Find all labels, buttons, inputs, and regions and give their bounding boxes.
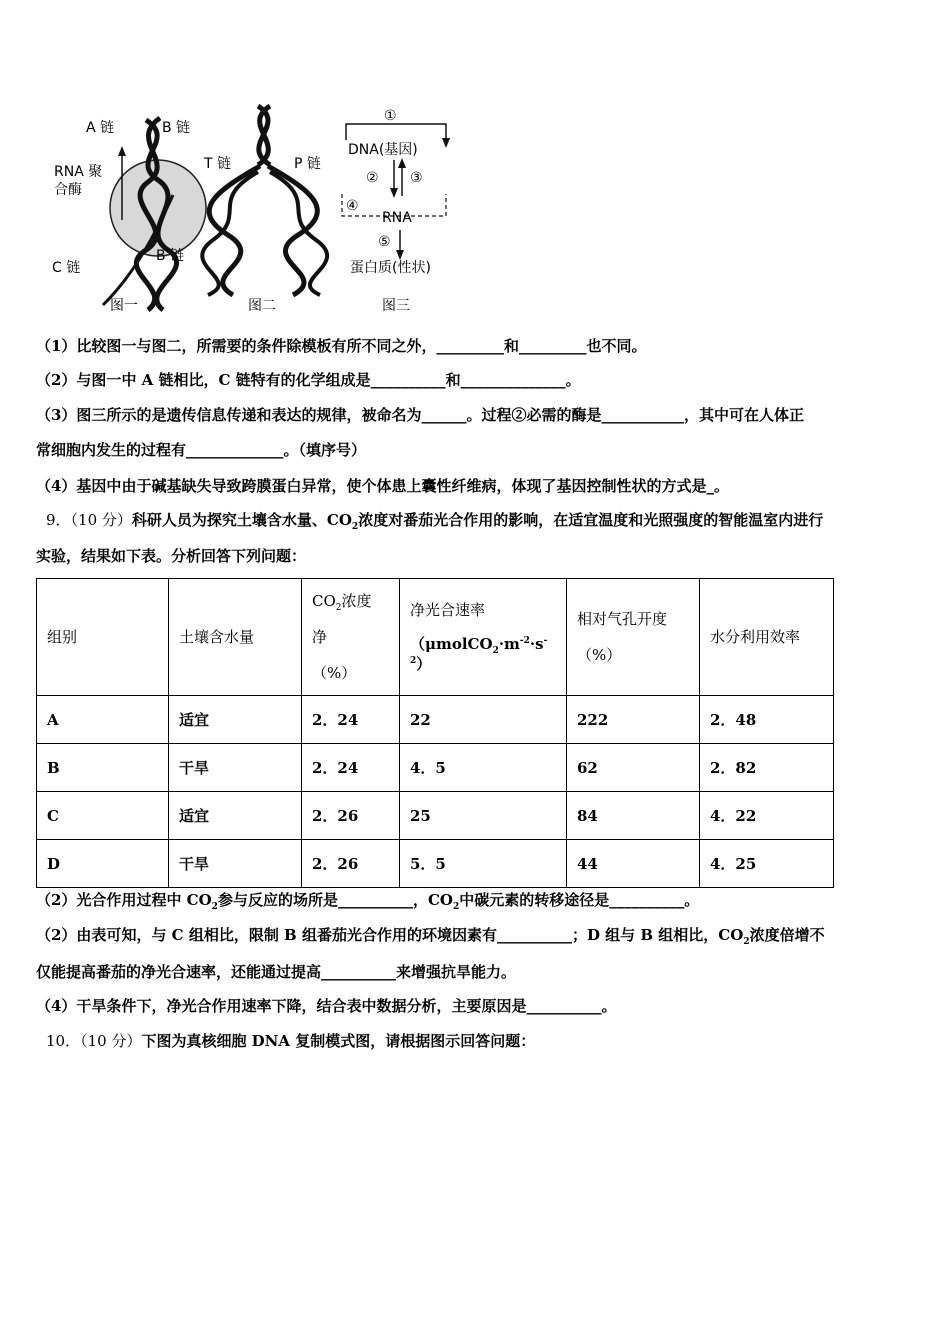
fig1-b-chain-top-label: B 链 (162, 120, 191, 136)
fig2-t-chain-label: T 链 (204, 156, 232, 172)
table-row: B 干旱 2．24 4．5 62 2．82 (37, 744, 834, 792)
header-net-photosynthesis: 净光合速率 $(\mu molCO_2\cdot m^{-2}\cdot s^{-2})$ (400, 579, 567, 696)
results-table (36, 578, 834, 888)
q8-part3-line2: 常细胞内发生的过程有_____________。（填序号） (36, 441, 367, 459)
fig3-step5: ⑤ (378, 234, 391, 250)
fig3-step2: ② (366, 170, 379, 186)
p-strand (268, 166, 317, 295)
q8-part2: （2）与图一中 A 链相比，C 链特有的化学组成是__________和______________。 (36, 371, 581, 389)
fig2-caption: 图二 (248, 298, 276, 314)
q9-part1: （2）光合作用过程中 $CO_2$参与反应的场所是__________，$CO_2$中碳元素的转移途径是__________。 (36, 891, 700, 912)
q8-part4: （4）基因中由于碱基缺失导致跨膜蛋白异常，使个体患上囊性纤维病，体现了基因控制性状的方式是_。 (36, 477, 729, 495)
fig1-rna-polymerase-label-2: 合酶 (54, 182, 82, 198)
table-row: D 干旱 2．26 5．5 44 4．25 (37, 840, 834, 888)
q10-number: 10．（10 分） (46, 1032, 142, 1050)
q9-part2-line2: 仅能提高番茄的净光合速率，还能通过提高__________来增强抗旱能力。 (36, 963, 517, 981)
fig3-protein-label: 蛋白质(性状) (350, 260, 431, 276)
q10-line: 10．（10 分）下图为真核细胞 DNA 复制模式图，请根据图示回答问题： (46, 1032, 536, 1050)
q8-part3-line1: （3）图三所示的是遗传信息传递和表达的规律，被命名为______。过程②必需的酶是___________，其中可在人体正 (36, 406, 804, 424)
fig3-caption: 图三 (382, 298, 410, 314)
fig3-step3: ③ (410, 170, 423, 186)
figure-two (202, 106, 327, 314)
table-header-row (37, 579, 834, 696)
q9-intro-line1: 9．（10 分）科研人员为探究土壤含水量、$CO_2$浓度对番茄光合作用的影响，在适宜温度和光照强度的智能温室内进行 (46, 511, 824, 532)
q9-number: 9．（10 分） (46, 511, 132, 529)
table-row: C 适宜 2．26 25 84 4．22 (37, 792, 834, 840)
dna-figure (48, 100, 468, 318)
q9-part4: （4）干旱条件下，净光合作用速率下降，结合表中数据分析，主要原因是__________。 (36, 997, 617, 1015)
fig1-b-chain-bottom-label: B 链 (156, 248, 185, 264)
q9-intro-line2: 实验，结果如下表。分析回答下列问题： (36, 547, 307, 565)
header-soil-water: 土壤含水量 (169, 579, 302, 696)
fig1-a-chain-label: A 链 (86, 120, 115, 136)
header-co2: $CO_2$浓度 净 （%） (302, 579, 400, 696)
fig1-c-chain-label: C 链 (52, 260, 81, 276)
figure-one (52, 118, 206, 314)
fig3-dna-label: DNA(基因) (348, 142, 418, 158)
fig3-step4: ④ (346, 198, 359, 214)
header-stomatal-opening: 相对气孔开度 （%） (567, 579, 700, 696)
q8-part1: （1）比较图一与图二，所需要的条件除模板有所不同之外，_________和_________也不同。 (36, 337, 647, 355)
header-group: 组别 (37, 579, 169, 696)
fig1-caption: 图一 (110, 298, 138, 314)
fig1-rna-polymerase-label-1: RNA 聚 (54, 164, 103, 180)
fig3-step1: ① (384, 108, 397, 124)
t-strand (209, 166, 260, 295)
header-water-use-efficiency: 水分利用效率 (700, 579, 834, 696)
fig2-p-chain-label: P 链 (294, 156, 321, 172)
figure-three (342, 108, 450, 314)
fig3-rna-label: RNA (382, 210, 412, 226)
table-row: A 适宜 2．24 22 222 2．48 (37, 696, 834, 744)
q9-part2-line1: （2）由表可知，与 C 组相比，限制 B 组番茄光合作用的环境因素有__________；D 组与 B 组相比，$CO_2$浓度倍增不 (36, 926, 825, 947)
